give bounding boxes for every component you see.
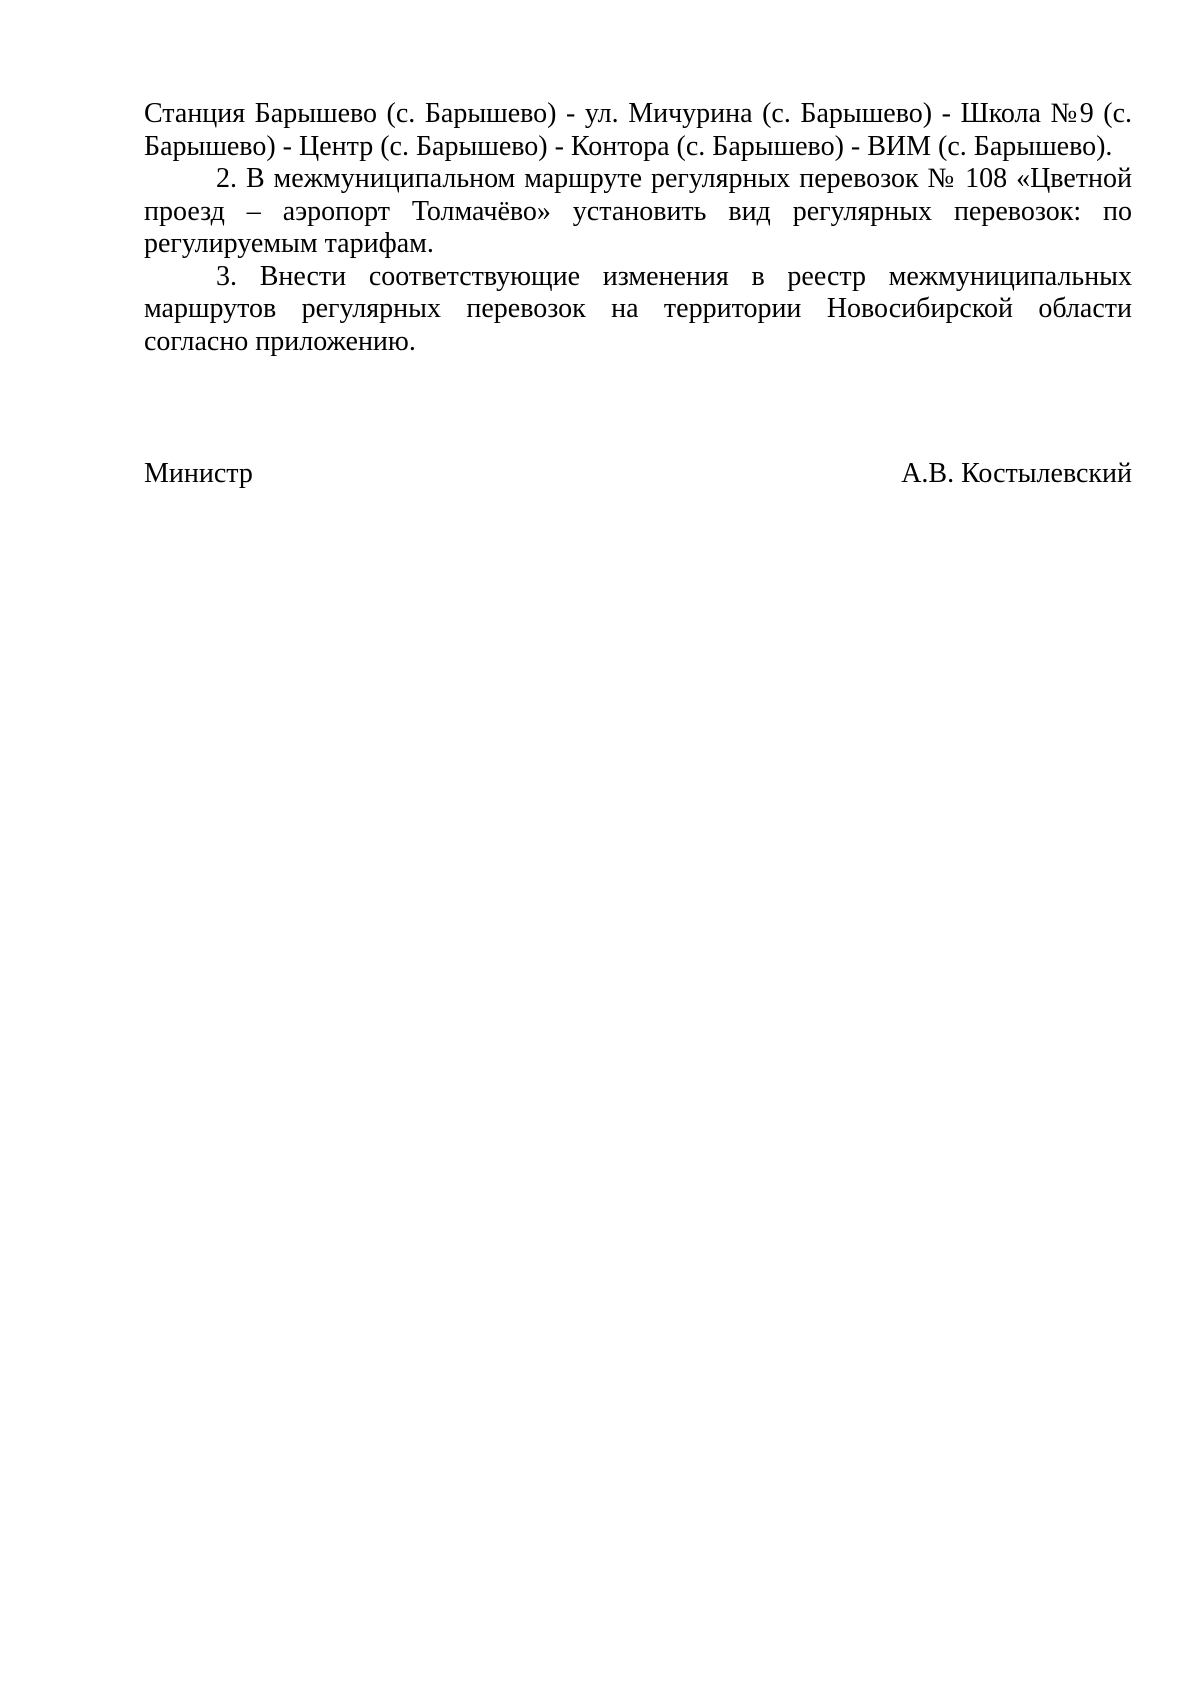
signatory-title: Министр xyxy=(144,458,253,489)
item-3-paragraph: 3. Внести соответствующие изменения в реестр межмуниципальных маршрутов регулярных перевозок на территории Новосибирской области согласно приложению. xyxy=(144,260,1132,357)
item-2-paragraph: 2. В межмуниципальном маршруте регулярных перевозок № 108 «Цветной проезд – аэропорт Толмачёво» установить вид регулярных перевозок: по регулируемым тарифам. xyxy=(144,163,1132,259)
document-body xyxy=(144,98,1132,358)
route-stops-paragraph: Станция Барышево (с. Барышево) - ул. Мичурина (с. Барышево) - Школа №9 (с. Барышево) - Центр (с. Барышево) - Контора (с. Барышево) - ВИМ (с. Барышево). xyxy=(144,98,1132,162)
signatory-name: А.В. Костылевский xyxy=(901,458,1132,489)
signature-block xyxy=(144,457,1132,491)
